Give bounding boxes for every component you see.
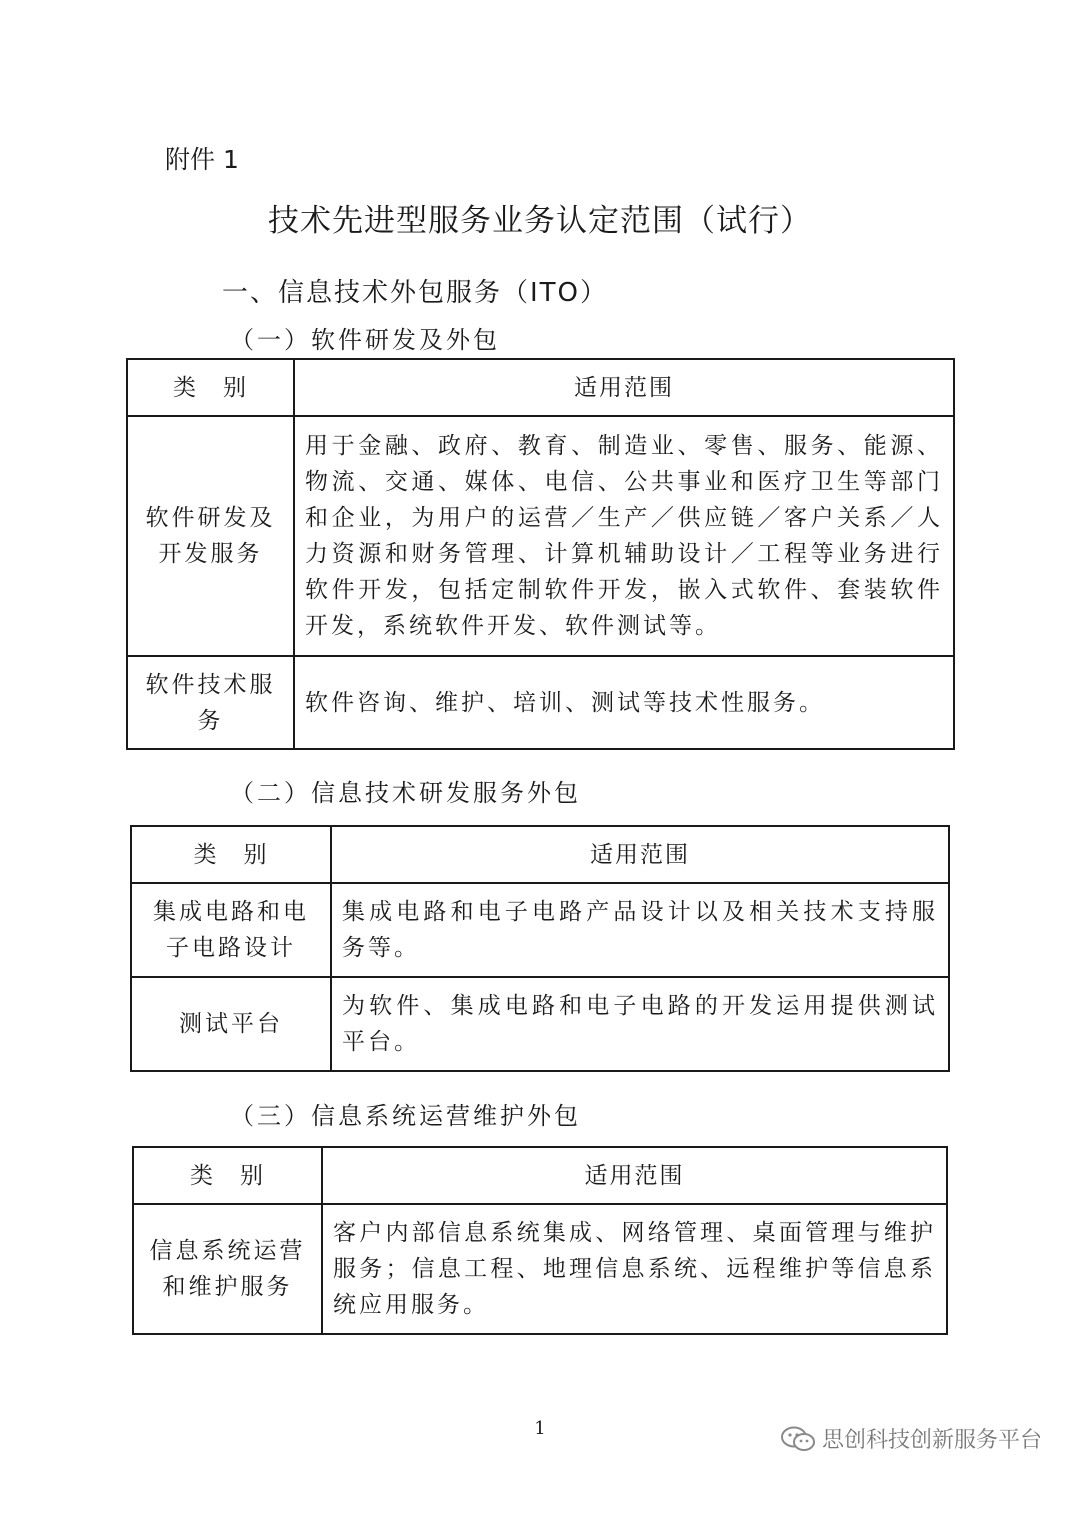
table-header-row xyxy=(133,1147,947,1204)
table-row xyxy=(131,883,949,977)
section-heading: 一、信息技术外包服务（ITO） xyxy=(222,278,609,308)
watermark xyxy=(780,1423,1042,1454)
attachment-label: 附件 1 xyxy=(165,145,239,174)
table-row xyxy=(133,1204,947,1334)
row-scope: 客户内部信息系统集成、网络管理、桌面管理与维护服务；信息工程、地理信息系统、远程维护等信息系统应用服务。 xyxy=(322,1204,947,1334)
table-header-row xyxy=(131,826,949,883)
row-scope: 软件咨询、维护、培训、测试等技术性服务。 xyxy=(294,656,954,749)
table-header-row xyxy=(127,359,954,416)
table-row xyxy=(127,416,954,656)
header-category: 类 别 xyxy=(131,826,331,883)
subsection-heading-1: （一）软件研发及外包 xyxy=(230,326,500,354)
table-row xyxy=(127,656,954,749)
table-is-operation-maintenance xyxy=(132,1146,948,1335)
header-scope: 适用范围 xyxy=(294,359,954,416)
table-it-rd-outsourcing xyxy=(130,825,950,1072)
row-category: 测试平台 xyxy=(131,977,331,1071)
row-category: 软件技术服务 xyxy=(127,656,294,749)
subsection-heading-3: （三）信息系统运营维护外包 xyxy=(230,1102,581,1130)
row-scope: 为软件、集成电路和电子电路的开发运用提供测试平台。 xyxy=(331,977,949,1071)
header-category: 类 别 xyxy=(127,359,294,416)
header-scope: 适用范围 xyxy=(322,1147,947,1204)
row-category: 信息系统运营和维护服务 xyxy=(133,1204,322,1334)
watermark-text: 思创科技创新服务平台 xyxy=(821,1428,1042,1453)
row-category: 集成电路和电子电路设计 xyxy=(131,883,331,977)
document-title: 技术先进型服务业务认定范围（试行） xyxy=(268,203,812,239)
page-number: 1 xyxy=(534,1418,546,1439)
header-scope: 适用范围 xyxy=(331,826,949,883)
row-scope: 用于金融、政府、教育、制造业、零售、服务、能源、物流、交通、媒体、电信、公共事业和医疗卫生等部门和企业，为用户的运营／生产／供应链／客户关系／人力资源和财务管理、计算机辅助设计／工程等业务进行软件开发，包括定制软件开发，嵌入式软件、套装软件开发，系统软件开发、软件测试等。 xyxy=(294,416,954,656)
header-category: 类 别 xyxy=(133,1147,322,1204)
table-row xyxy=(131,977,949,1071)
row-scope: 集成电路和电子电路产品设计以及相关技术支持服务等。 xyxy=(331,883,949,977)
row-category: 软件研发及开发服务 xyxy=(127,416,294,656)
table-software-rd xyxy=(126,358,955,750)
wechat-icon xyxy=(780,1425,816,1453)
subsection-heading-2: （二）信息技术研发服务外包 xyxy=(230,779,581,807)
